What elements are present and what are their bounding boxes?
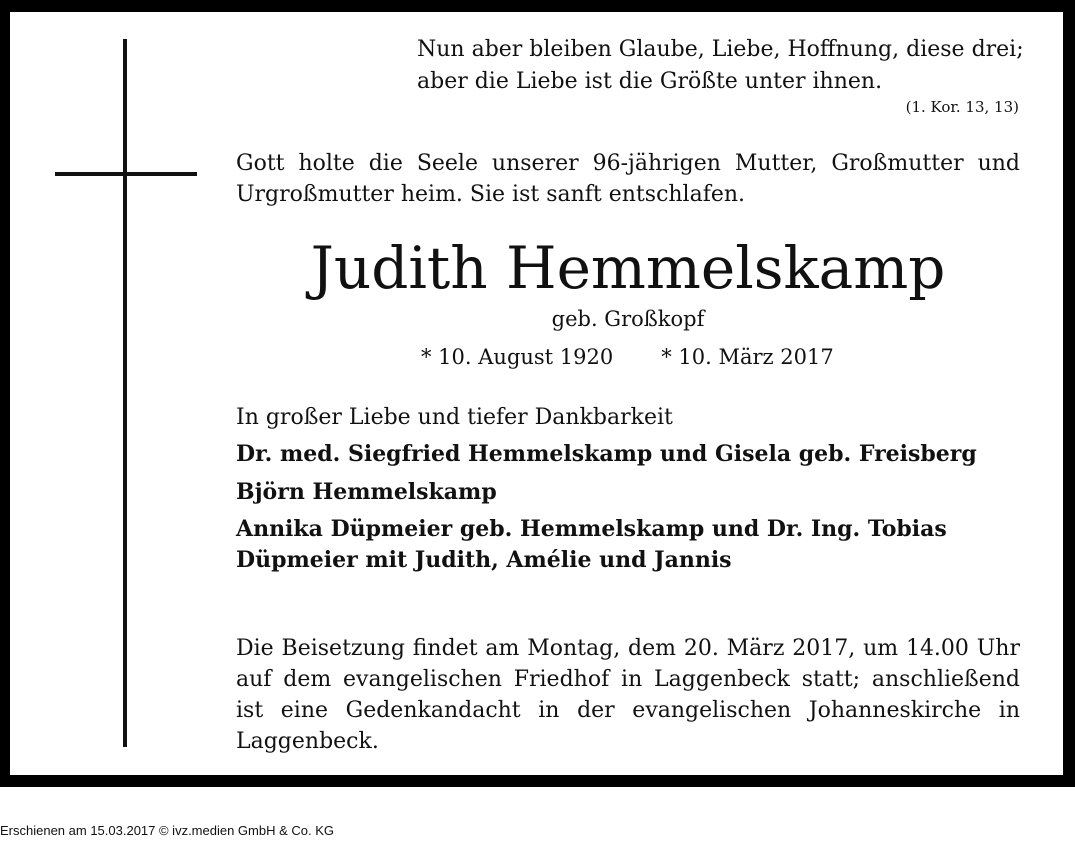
obituary-notice (10, 12, 1063, 775)
mourner-family-2: Björn Hemmelskamp (236, 479, 497, 505)
mourner-family-3: Annika Düpmeier geb. Hemmelskamp und Dr. Ing. Tobias Düpmeier mit Judith, Amélie und Jannis (236, 516, 947, 573)
mourners-block (236, 401, 1020, 576)
maiden-name: geb. Großkopf (551, 307, 705, 331)
verse-line-2: aber die Liebe ist die Größte unter ihnen. (417, 69, 883, 94)
publication-credit: Erschienen am 15.03.2017 © ivz.medien GmbH & Co. KG (0, 823, 335, 838)
death-date: * 10. März 2017 (661, 345, 834, 369)
deceased-name: Judith Hemmelskamp (310, 234, 946, 302)
cross-horizontal-bar (55, 172, 197, 176)
mourner-family-1: Dr. med. Siegfried Hemmelskamp und Gisela geb. Freisberg (236, 441, 977, 467)
birth-date: * 10. August 1920 (421, 345, 614, 369)
bible-verse (417, 34, 1024, 116)
funeral-details: Die Beisetzung findet am Montag, dem 20. März 2017, um 14.00 Uhr auf dem evangelischen Friedhof in Laggenbeck statt; anschließend ist eine Gedenkandacht in der evangelischen Johanneskirche in Laggenbeck. (236, 636, 1020, 754)
intro-text: Gott holte die Seele unserer 96-jährigen Mutter, Großmutter und Urgroßmutter heim. Sie ist sanft entschlafen. (236, 151, 1020, 207)
verse-reference: (1. Kor. 13, 13) (905, 98, 1019, 116)
cross-vertical-bar (123, 39, 127, 747)
mourners-intro: In großer Liebe und tiefer Dankbarkeit (236, 405, 673, 430)
verse-line-1: Nun aber bleiben Glaube, Liebe, Hoffnung, diese drei; (417, 37, 1024, 62)
life-dates (421, 343, 1021, 371)
